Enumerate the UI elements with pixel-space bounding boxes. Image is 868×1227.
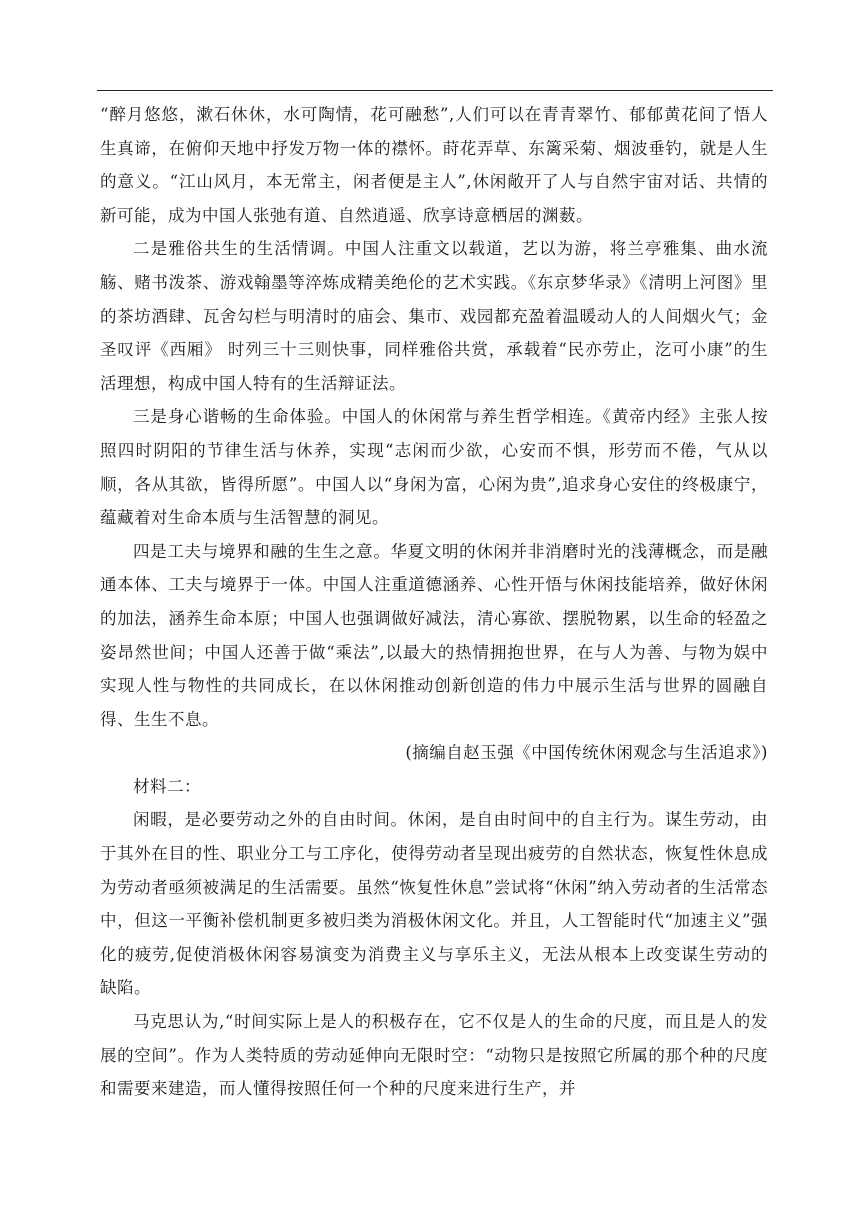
material-two-label: 材料二： [133,776,201,796]
paragraph-6: 马克思认为,“时间实际上是人的积极存在，它不仅是人的生命的尺度，而且是人的发展的空间”。作为人类特质的劳动延伸向无限时空：“动物只是按照它所属的那个种的尺度和需要来建造，而人懂得按照任何一个种的尺度来进行生产，并 [100,1012,768,1099]
paragraph-5: 闲暇，是必要劳动之外的自由时间。休闲，是自由时间中的自主行为。谋生劳动，由于其外在目的性、职业分工与工序化，使得劳动者呈现出疲劳的自然状态，恢复性休息成为劳动者亟须被满足的生活需要。虽然“恢复性休息”尝试将“休闲”纳入劳动者的生活常态中，但这一平衡补偿机制更多被归类为消极休闲文化。并且，人工智能时代“加速主义”强化的疲劳,促使消极休闲容易演变为消费主义与享乐主义，无法从根本上改变谋生劳动的缺陷。 [100,810,768,998]
paragraph-2: 二是雅俗共生的生活情调。中国人注重文以载道，艺以为游，将兰亭雅集、曲水流觞、赌书泼茶、游戏翰墨等淬炼成精美绝伦的艺术实践。《东京梦华录》《清明上河图》里的茶坊酒肆、瓦舍勾栏与明清时的庙会、集市、戏园都充盈着温暖动人的人间烟火气；金圣叹评《西厢》 时列三十三则快事，同样雅俗共赏，承载着“民亦劳止，汔可小康”的生活理想，构成中国人特有的生活辩证法。 [100,239,768,393]
paragraph-1: “醉月悠悠，漱石休休，水可陶情，花可融愁”,人们可以在青青翠竹、郁郁黄花间了悟人生真谛，在俯仰天地中抒发万物一体的襟怀。莳花弄草、东篱采菊、烟波垂钓，就是人生的意义。“江山风月，本无常主，闲者便是主人”,休闲敞开了人与自然宇宙对话、共情的新可能，成为中国人张弛有道、自然逍遥、欣享诗意栖居的渊薮。 [100,105,768,225]
source-citation: (摘编自赵玉强《中国传统休闲观念与生活追求》) [405,743,768,763]
header-rule [97,90,773,91]
document-body [100,98,768,1106]
paragraph-3: 三是身心谐畅的生命体验。中国人的休闲常与养生哲学相连。《黄帝内经》主张人按照四时阴阳的节律生活与休养，实现“志闲而少欲，心安而不惧，形劳而不倦，气从以顺，各从其欲，皆得所愿”。中国人以“身闲为富，心闲为贵”,追求身心安住的终极康宁，蕴藏着对生命本质与生活智慧的洞见。 [100,407,768,528]
paragraph-4: 四是工夫与境界和融的生生之意。华夏文明的休闲并非消磨时光的浅薄概念，而是融通本体、工夫与境界于一体。中国人注重道德涵养、心性开悟与休闲技能培养，做好休闲的加法，涵养生命本原；中国人也强调做好减法，清心寡欲、摆脱物累，以生命的轻盈之姿昂然世间；中国人还善于做“乘法”,以最大的热情拥抱世界，在与人为善、与物为娱中实现人性与物性的共同成长，在以休闲推动创新创造的伟力中展示生活与世界的圆融自得、生生不息。 [100,541,768,729]
